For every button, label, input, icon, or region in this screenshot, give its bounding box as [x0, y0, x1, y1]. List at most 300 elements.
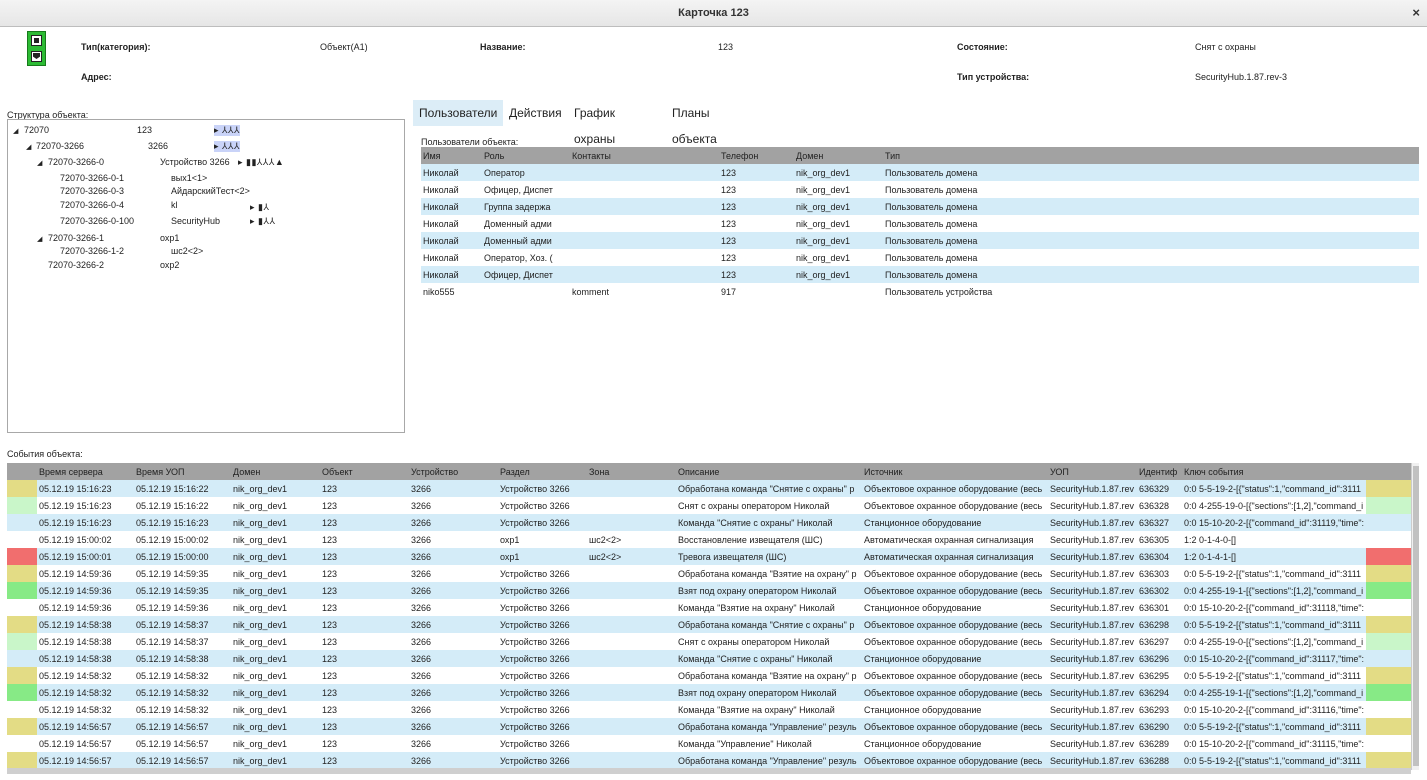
users-column-header[interactable]: Контакты [570, 147, 719, 164]
table-cell: 05.12.19 14:58:32 [134, 684, 231, 701]
table-row[interactable] [421, 232, 1419, 249]
tree-node-icons[interactable]: ▸ ▮⅄ [250, 202, 270, 212]
table-cell: Пользователь домена [883, 232, 1419, 249]
event-color-marker [7, 650, 37, 667]
table-cell: Пользователь домена [885, 184, 978, 195]
address-label: Адрес: [81, 72, 112, 82]
table-cell: 05.12.19 15:16:23 [39, 500, 112, 511]
tree-node-name[interactable]: Устройство 3266 [160, 157, 230, 167]
table-cell: 3266 [411, 602, 432, 613]
table-cell: 3266 [411, 670, 432, 681]
table-row[interactable] [7, 480, 1411, 497]
table-cell: 0:0 15-10-20-2-[{"command_id":31116,"time": [1184, 704, 1365, 715]
table-cell: Объектовое охранное оборудование (весь [862, 480, 1048, 497]
table-cell: Объектовое охранное оборудование (весь [862, 616, 1048, 633]
table-cell: 3266 [411, 704, 432, 715]
table-cell: Пользователь домена [885, 218, 978, 229]
events-column-header[interactable]: Объект [320, 463, 409, 480]
table-cell: 3266 [409, 718, 498, 735]
table-cell: 05.12.19 15:16:23 [37, 514, 134, 531]
event-color-marker [1366, 599, 1411, 616]
table-row[interactable] [7, 718, 1411, 735]
table-cell: 05.12.19 14:59:36 [136, 602, 209, 613]
users-column-header[interactable]: Роль [482, 147, 570, 164]
table-cell [587, 599, 676, 616]
table-cell: охр1 [500, 534, 520, 545]
collapse-icon[interactable]: ◢ [13, 128, 19, 135]
events-column-header[interactable]: Описание [676, 463, 862, 480]
tree-node-id[interactable]: 72070-3266-1-2 [60, 246, 125, 256]
table-cell: Автоматическая охранная сигнализация [862, 548, 1048, 565]
table-cell [587, 752, 676, 769]
table-cell: SecurityHub.1.87.rev [1048, 718, 1137, 735]
table-cell: 123 [719, 266, 794, 283]
table-cell: 3266 [409, 616, 498, 633]
events-column-header[interactable]: УОП [1048, 463, 1137, 480]
table-row[interactable] [7, 633, 1411, 650]
events-column-header[interactable] [1366, 463, 1411, 480]
events-column-header[interactable]: Домен [231, 463, 320, 480]
table-cell: 123 [320, 752, 409, 769]
event-color-marker [7, 684, 37, 701]
table-row[interactable] [421, 164, 1419, 181]
table-cell: 636305 [1139, 534, 1170, 545]
event-color-marker [7, 565, 37, 582]
event-color-marker [7, 497, 37, 514]
table-cell: 0:0 15-10-20-2-[{"command_id":31115,"time": [1184, 738, 1365, 749]
table-cell: 123 [322, 704, 338, 715]
table-cell [587, 667, 676, 684]
events-label: События объекта: [7, 449, 83, 459]
table-cell: 636289 [1139, 738, 1170, 749]
table-cell: nik_org_dev1 [233, 534, 288, 545]
table-cell [570, 249, 719, 266]
table-cell: 0:0 15-10-20-2-[{"command_id":31117,"time": [1182, 650, 1366, 667]
tree-node-icons[interactable]: ▸ ▮⅄⅄ [250, 216, 276, 226]
state-value: Снят с охраны [1195, 42, 1256, 52]
tree-node-name[interactable]: охр2 [160, 260, 180, 270]
table-cell: 05.12.19 14:56:57 [37, 752, 134, 769]
table-cell: 05.12.19 15:16:23 [134, 514, 231, 531]
tree-node-name[interactable]: 3266 [148, 141, 169, 151]
events-table [7, 463, 1411, 769]
events-column-header[interactable]: Время сервера [37, 463, 134, 480]
table-cell: SecurityHub.1.87.rev [1048, 650, 1137, 667]
table-row[interactable] [7, 752, 1411, 769]
table-cell: Взят под охрану оператором Николай [676, 582, 862, 599]
event-color-marker [7, 582, 37, 599]
table-cell: 05.12.19 14:58:37 [134, 616, 231, 633]
table-cell [587, 565, 676, 582]
tree-node-id[interactable]: 72070-3266-2 [48, 260, 105, 270]
table-cell [794, 283, 883, 300]
tree-node-id[interactable]: 72070-3266-0-100 [60, 216, 135, 226]
table-cell: 636298 [1137, 616, 1182, 633]
collapse-icon[interactable]: ◢ [26, 144, 32, 151]
tab-object-plans[interactable]: Планы объекта [672, 106, 717, 146]
table-cell: шс2<2> [587, 548, 676, 565]
table-cell: 636327 [1137, 514, 1182, 531]
table-cell: 636290 [1137, 718, 1182, 735]
table-cell: Снят с охраны оператором Николай [678, 500, 830, 511]
table-cell: SecurityHub.1.87.rev [1050, 636, 1135, 647]
event-color-marker [1366, 633, 1411, 650]
table-cell [587, 701, 676, 718]
table-cell: Николай [421, 198, 482, 215]
table-cell: 636301 [1139, 602, 1170, 613]
table-cell: 3266 [409, 548, 498, 565]
table-cell: 0:0 15-10-20-2-[{"command_id":31118,"time": [1184, 602, 1365, 613]
tree-node-name[interactable]: АйдарскийТест<2> [171, 186, 250, 196]
users-label: Пользователи объекта: [421, 137, 519, 147]
tree-node-id[interactable]: 72070-3266-0-4 [60, 200, 125, 210]
table-cell: Доменный адми [484, 218, 552, 229]
table-cell: 05.12.19 14:56:57 [134, 752, 231, 769]
table-cell: Объектовое охранное оборудование (весь [864, 568, 1043, 579]
table-cell: Пользователь домена [883, 164, 1419, 181]
table-cell: nik_org_dev1 [231, 480, 320, 497]
table-cell: SecurityHub.1.87.rev [1050, 738, 1135, 749]
table-row[interactable] [7, 531, 1411, 548]
table-cell: SecurityHub.1.87.rev [1050, 704, 1135, 715]
event-color-marker [7, 718, 37, 735]
event-color-marker [1366, 531, 1411, 548]
window-title: Карточка 123 [678, 7, 749, 19]
table-cell: nik_org_dev1 [231, 684, 320, 701]
tree-node-icons[interactable]: ▸ ▮▮⅄⅄⅄▲ [238, 157, 285, 167]
table-cell: nik_org_dev1 [233, 602, 288, 613]
table-cell: Устройство 3266 [500, 500, 570, 511]
table-cell: Устройство 3266 [500, 738, 570, 749]
table-cell: Пользователь устройства [885, 286, 993, 297]
table-cell: 05.12.19 15:16:23 [37, 480, 134, 497]
table-row[interactable] [7, 514, 1411, 531]
tree-node-id[interactable]: 72070-3266-0 [48, 157, 105, 167]
event-color-marker [7, 514, 37, 531]
table-cell: Обработана команда "Взятие на охрану" р [678, 568, 857, 579]
table-cell: 636294 [1137, 684, 1182, 701]
table-cell: 05.12.19 15:00:00 [134, 548, 231, 565]
table-row[interactable] [7, 497, 1411, 514]
name-label: Название: [480, 42, 526, 52]
event-color-marker [1366, 684, 1411, 701]
table-cell: Обработана команда "Снятие с охраны" р [676, 616, 862, 633]
event-color-marker [7, 633, 37, 650]
table-cell [570, 215, 719, 232]
table-cell: Восстановление извещателя (ШС) [678, 534, 823, 545]
table-cell: 05.12.19 15:16:22 [134, 480, 231, 497]
table-cell: 123 [719, 164, 794, 181]
table-cell: nik_org_dev1 [231, 514, 320, 531]
table-cell: Пользователь домена [883, 266, 1419, 283]
tree-node-id[interactable]: 72070-3266-0-1 [60, 173, 125, 183]
table-cell: 05.12.19 15:00:02 [39, 534, 112, 545]
table-cell: Устройство 3266 [498, 514, 587, 531]
table-cell: Группа задержа [482, 198, 570, 215]
table-cell: 05.12.19 15:00:02 [136, 534, 209, 545]
table-cell: шс2<2> [589, 534, 622, 545]
table-cell: nik_org_dev1 [231, 752, 320, 769]
table-row[interactable] [7, 650, 1411, 667]
table-cell: 123 [320, 480, 409, 497]
table-cell: Николай [421, 232, 482, 249]
table-cell: SecurityHub.1.87.rev [1048, 514, 1137, 531]
table-cell: Устройство 3266 [500, 602, 570, 613]
table-cell: 3266 [411, 738, 432, 749]
table-cell: 3266 [409, 480, 498, 497]
tree-node-name[interactable]: охр1 [160, 233, 180, 243]
users-column-header[interactable]: Тип [883, 147, 1419, 164]
table-cell: nik_org_dev1 [231, 548, 320, 565]
tab-guard-schedule[interactable]: График охраны [574, 106, 616, 146]
table-cell: SecurityHub.1.87.rev [1048, 480, 1137, 497]
table-cell: 0:0 5-5-19-2-[{"status":1,"command_id":3111 [1182, 616, 1366, 633]
tab-users[interactable]: Пользователи [413, 100, 503, 126]
table-cell: 123 [721, 218, 737, 229]
events-column-header[interactable]: Устройство [409, 463, 498, 480]
table-cell: 05.12.19 14:58:38 [37, 616, 134, 633]
table-row[interactable] [421, 283, 1419, 300]
table-row[interactable] [7, 667, 1411, 684]
tree-node-name[interactable]: 123 [137, 125, 153, 135]
table-cell: 05.12.19 14:58:38 [37, 650, 134, 667]
table-cell [482, 283, 570, 300]
tree-node-id[interactable]: 72070 [24, 125, 50, 135]
collapse-icon[interactable]: ◢ [37, 236, 43, 243]
events-column-header[interactable]: Идентиф [1137, 463, 1182, 480]
event-color-marker [1366, 701, 1411, 718]
table-cell: 123 [320, 514, 409, 531]
name-value: 123 [718, 42, 734, 52]
table-cell: 05.12.19 14:56:57 [134, 718, 231, 735]
table-cell: 917 [721, 286, 737, 297]
table-cell: 0:0 5-5-19-2-[{"status":1,"command_id":3111 [1184, 568, 1362, 579]
table-cell: nik_org_dev1 [796, 218, 851, 229]
tree-node-id[interactable]: 72070-3266 [36, 141, 85, 151]
event-color-marker [1366, 735, 1411, 752]
event-color-marker [1366, 616, 1411, 633]
table-cell [587, 735, 676, 752]
table-cell: Устройство 3266 [500, 670, 570, 681]
table-cell: 123 [719, 232, 794, 249]
table-row[interactable] [7, 735, 1411, 752]
table-cell: Оператор, Хоз. ( [484, 252, 553, 263]
table-cell: Объектовое охранное оборудование (весь [864, 500, 1043, 511]
table-cell: 123 [322, 670, 338, 681]
event-color-marker [1366, 752, 1411, 769]
table-cell: Команда "Взятие на охрану" Николай [678, 704, 835, 715]
tree-label: Структура объекта: [7, 110, 89, 120]
table-cell: 0:0 5-5-19-2-[{"status":1,"command_id":3111 [1182, 480, 1366, 497]
tree-node-icons[interactable]: ▸ ⅄⅄⅄ [214, 141, 241, 151]
table-cell: nik_org_dev1 [231, 718, 320, 735]
window-titlebar [0, 0, 1427, 27]
table-cell: SecurityHub.1.87.rev [1048, 616, 1137, 633]
table-row[interactable] [7, 548, 1411, 565]
events-scrollbar[interactable] [1411, 463, 1419, 770]
table-cell: охр1 [498, 548, 587, 565]
table-cell: 636297 [1139, 636, 1170, 647]
tree-node-id[interactable]: 72070-3266-1 [48, 233, 105, 243]
table-row[interactable] [7, 684, 1411, 701]
events-column-header[interactable]: Зона [587, 463, 676, 480]
events-column-header[interactable]: Ключ события [1182, 463, 1366, 480]
table-cell: Пользователь домена [883, 198, 1419, 215]
table-cell: 636328 [1139, 500, 1170, 511]
table-row[interactable] [421, 181, 1419, 198]
table-row[interactable] [7, 701, 1411, 718]
event-color-marker [1366, 582, 1411, 599]
table-cell: Обработана команда "Снятие с охраны" р [676, 480, 862, 497]
table-cell: nik_org_dev1 [231, 616, 320, 633]
table-cell: Команда "Снятие с охраны" Николай [676, 650, 862, 667]
event-color-marker [7, 480, 37, 497]
table-row[interactable] [7, 599, 1411, 616]
table-cell: SecurityHub.1.87.rev [1048, 752, 1137, 769]
table-cell: 0:0 5-5-19-2-[{"status":1,"command_id":3111 [1184, 670, 1362, 681]
table-cell [587, 650, 676, 667]
table-cell: 123 [719, 198, 794, 215]
close-icon[interactable]: × [1412, 5, 1420, 20]
table-row[interactable] [421, 249, 1419, 266]
table-cell: Станционное оборудование [864, 704, 982, 715]
table-cell: 123 [320, 718, 409, 735]
table-cell: 05.12.19 14:56:57 [39, 738, 112, 749]
table-cell: SecurityHub.1.87.rev [1048, 582, 1137, 599]
table-cell: Команда "Снятие с охраны" Николай [676, 514, 862, 531]
table-cell: Устройство 3266 [500, 636, 570, 647]
table-row[interactable] [421, 266, 1419, 283]
table-cell: 123 [322, 534, 338, 545]
table-cell: 123 [320, 548, 409, 565]
table-cell: Объектовое охранное оборудование (весь [864, 636, 1043, 647]
table-cell: 05.12.19 14:59:36 [37, 582, 134, 599]
scrollbar-thumb[interactable] [1413, 466, 1419, 766]
table-row[interactable] [421, 215, 1419, 232]
table-cell: Устройство 3266 [500, 704, 570, 715]
table-row[interactable] [7, 565, 1411, 582]
table-cell: Устройство 3266 [498, 684, 587, 701]
table-cell: nik_org_dev1 [231, 650, 320, 667]
table-cell: 0:0 15-10-20-2-[{"command_id":31119,"time": [1182, 514, 1366, 531]
table-cell: Взят под охрану оператором Николай [676, 684, 862, 701]
table-cell: 636304 [1137, 548, 1182, 565]
table-cell: nik_org_dev1 [794, 232, 883, 249]
table-cell: Оператор [482, 164, 570, 181]
event-color-marker [7, 701, 37, 718]
events-column-header[interactable]: Время УОП [134, 463, 231, 480]
table-cell: nik_org_dev1 [796, 184, 851, 195]
table-cell: Устройство 3266 [498, 616, 587, 633]
table-row[interactable] [7, 582, 1411, 599]
table-cell: 123 [322, 738, 338, 749]
table-cell: Пользователь домена [885, 252, 978, 263]
tree-node-name[interactable]: шс2<2> [171, 246, 204, 256]
table-cell: 123 [320, 684, 409, 701]
table-cell: 636295 [1139, 670, 1170, 681]
users-column-header[interactable]: Имя [421, 147, 482, 164]
table-cell: SecurityHub.1.87.rev [1050, 670, 1135, 681]
events-column-header[interactable] [7, 463, 37, 480]
users-column-header[interactable]: Домен [794, 147, 883, 164]
table-cell: 123 [322, 500, 338, 511]
table-row[interactable] [421, 198, 1419, 215]
table-cell: 636329 [1137, 480, 1182, 497]
table-cell: Устройство 3266 [498, 718, 587, 735]
table-cell: Снят с охраны оператором Николай [678, 636, 830, 647]
table-cell: 3266 [411, 500, 432, 511]
device-icon [27, 31, 46, 66]
table-cell: nik_org_dev1 [233, 636, 288, 647]
table-cell: 1:2 0-1-4-1-[] [1182, 548, 1366, 565]
category-label: Тип(категория): [81, 42, 151, 52]
table-cell: 3266 [409, 752, 498, 769]
tree-node-name[interactable]: вых1<1> [171, 173, 208, 183]
tree-node-icons[interactable]: ▸ ⅄⅄⅄ [214, 125, 241, 135]
table-cell: 05.12.19 14:59:36 [39, 568, 112, 579]
event-color-marker [7, 599, 37, 616]
table-cell: Команда "Взятие на охрану" Николай [678, 602, 835, 613]
table-cell: Команда "Управление" Николай [678, 738, 812, 749]
table-cell: Объектовое охранное оборудование (весь [862, 718, 1048, 735]
table-cell: komment [572, 286, 610, 297]
table-cell: Офицер, Диспет [482, 266, 570, 283]
table-row[interactable] [7, 616, 1411, 633]
table-cell: 636288 [1137, 752, 1182, 769]
table-cell: nik_org_dev1 [794, 198, 883, 215]
table-cell [587, 480, 676, 497]
table-cell: 1:2 0-1-4-0-[] [1184, 534, 1237, 545]
tree-node-name[interactable]: SecurityHub [171, 216, 221, 226]
users-column-header[interactable]: Телефон [719, 147, 794, 164]
table-cell: Устройство 3266 [498, 480, 587, 497]
collapse-icon[interactable]: ◢ [37, 160, 43, 167]
event-color-marker [7, 667, 37, 684]
table-cell [587, 718, 676, 735]
table-cell: Станционное оборудование [862, 650, 1048, 667]
events-column-header[interactable]: Раздел [498, 463, 587, 480]
panel-icon [31, 35, 42, 46]
table-cell: 636296 [1137, 650, 1182, 667]
state-label: Состояние: [957, 42, 1008, 52]
event-color-marker [7, 616, 37, 633]
table-cell: 05.12.19 14:56:57 [136, 738, 209, 749]
category-value: Объект(A1) [320, 42, 368, 52]
events-horizontal-scrollbar[interactable] [7, 768, 1411, 774]
event-color-marker [1366, 497, 1411, 514]
table-cell: Объектовое охранное оборудование (весь [862, 752, 1048, 769]
table-cell: 123 [320, 582, 409, 599]
table-cell: Станционное оборудование [862, 514, 1048, 531]
table-cell: 3266 [409, 582, 498, 599]
event-color-marker [1366, 548, 1411, 565]
table-cell: SecurityHub.1.87.rev [1048, 684, 1137, 701]
object-tree[interactable] [7, 119, 405, 433]
events-column-header[interactable]: Источник [862, 463, 1048, 480]
table-cell: 0:0 5-5-19-2-[{"status":1,"command_id":3111 [1182, 752, 1366, 769]
table-cell: nik_org_dev1 [796, 252, 851, 263]
table-cell: nik_org_dev1 [233, 568, 288, 579]
tree-node-name[interactable]: kl [171, 200, 178, 210]
table-cell: niko555 [423, 286, 455, 297]
event-color-marker [7, 531, 37, 548]
tab-actions[interactable]: Действия [509, 106, 562, 120]
table-cell: 636303 [1139, 568, 1170, 579]
table-cell [570, 232, 719, 249]
table-cell: nik_org_dev1 [794, 266, 883, 283]
table-cell [570, 266, 719, 283]
tree-node-id[interactable]: 72070-3266-0-3 [60, 186, 125, 196]
